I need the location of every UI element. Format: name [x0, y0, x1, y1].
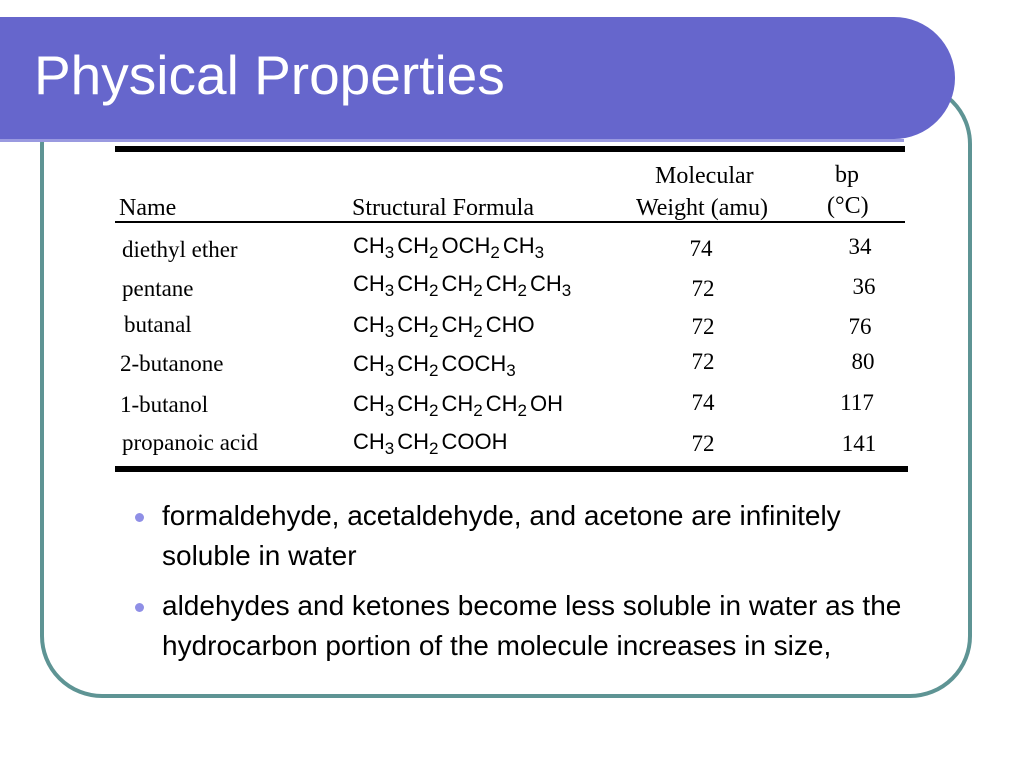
header-name: Name — [119, 195, 177, 221]
formula-group: CH — [397, 271, 430, 296]
formula-group: CH — [530, 271, 562, 296]
formula-subscript: 2 — [517, 401, 527, 420]
bullet-text: aldehydes and ketones become less soluble in water as the hydrocarbon portion of the molecule increases in size, — [162, 590, 902, 661]
row-formula — [353, 273, 574, 299]
formula-subscript: 2 — [490, 243, 500, 262]
formula-group: CH — [397, 429, 430, 454]
formula-subscript: 3 — [384, 281, 395, 300]
slide-title: Physical Properties — [34, 44, 505, 106]
formula-subscript: 2 — [473, 322, 483, 341]
formula-subscript: 3 — [506, 361, 516, 380]
bullet-dot-icon — [135, 513, 144, 522]
formula-group: COOH — [441, 429, 508, 454]
formula-subscript: 2 — [473, 281, 483, 300]
row-name: butanal — [124, 312, 192, 337]
row-molecular-weight: 74 — [689, 236, 713, 261]
formula-group: CH — [441, 312, 474, 337]
bullet-item — [135, 586, 925, 666]
header-formula: Structural Formula — [352, 195, 534, 221]
formula-subscript: 2 — [517, 281, 527, 300]
header-bp-line2: (°C) — [827, 193, 869, 219]
row-name: 1-butanol — [120, 392, 209, 417]
formula-group: CH — [397, 233, 430, 258]
row-molecular-weight: 72 — [691, 349, 715, 374]
formula-group: CH — [353, 233, 385, 258]
formula-subscript: 2 — [429, 243, 439, 262]
formula-subscript: 2 — [429, 361, 439, 380]
formula-group: CH — [353, 271, 385, 296]
formula-subscript: 3 — [384, 439, 395, 458]
row-name: diethyl ether — [122, 237, 238, 262]
formula-group: OH — [530, 391, 563, 416]
row-formula — [353, 353, 519, 379]
formula-group: CHO — [485, 312, 535, 337]
formula-subscript: 3 — [384, 243, 395, 262]
row-name: 2-butanone — [120, 351, 224, 376]
bullet-dot-icon — [135, 603, 144, 612]
formula-group: CH — [502, 233, 535, 258]
row-formula — [353, 431, 508, 457]
formula-group: CH — [397, 351, 430, 376]
formula-group: CH — [397, 312, 430, 337]
formula-subscript: 2 — [473, 401, 483, 420]
row-boiling-point: 141 — [841, 431, 877, 456]
row-name: propanoic acid — [122, 430, 259, 455]
bullet-text: formaldehyde, acetaldehyde, and acetone are infinitely soluble in water — [162, 500, 841, 571]
row-boiling-point: 76 — [848, 314, 872, 339]
formula-group: CH — [397, 391, 430, 416]
table-top-rule — [115, 146, 905, 152]
formula-subscript: 2 — [429, 401, 439, 420]
row-formula — [353, 235, 547, 261]
formula-subscript: 2 — [429, 322, 439, 341]
formula-group: OCH — [441, 233, 491, 258]
formula-subscript: 3 — [561, 281, 572, 300]
formula-group: CH — [441, 271, 474, 296]
row-boiling-point: 34 — [848, 234, 872, 259]
row-molecular-weight: 74 — [691, 390, 715, 415]
formula-group: CH — [485, 271, 518, 296]
formula-subscript: 3 — [384, 401, 395, 420]
formula-group: CH — [353, 429, 385, 454]
row-molecular-weight: 72 — [691, 276, 715, 301]
row-boiling-point: 36 — [852, 274, 876, 299]
row-molecular-weight: 72 — [691, 431, 715, 456]
row-boiling-point: 117 — [840, 390, 874, 415]
row-name: pentane — [122, 276, 194, 301]
formula-group: CH — [353, 312, 385, 337]
formula-group: CH — [353, 391, 385, 416]
formula-group: CH — [441, 391, 474, 416]
header-mw-line1: Molecular — [655, 163, 754, 189]
formula-group: CH — [353, 351, 385, 376]
formula-subscript: 3 — [384, 361, 395, 380]
table-header-rule — [115, 221, 905, 223]
row-molecular-weight: 72 — [691, 314, 715, 339]
header-mw-line2: Weight (amu) — [636, 195, 769, 221]
row-formula — [353, 393, 563, 419]
title-underline — [0, 139, 904, 142]
formula-group: COCH — [441, 351, 507, 376]
formula-subscript: 3 — [384, 322, 395, 341]
bullet-item — [135, 496, 925, 576]
bullet-list — [135, 496, 925, 676]
formula-subscript: 2 — [429, 281, 439, 300]
header-bp-line1: bp — [835, 162, 859, 188]
formula-subscript: 2 — [429, 439, 439, 458]
formula-group: CH — [485, 391, 518, 416]
formula-subscript: 3 — [534, 243, 545, 262]
row-formula — [353, 314, 535, 340]
row-boiling-point: 80 — [851, 349, 875, 374]
table-bottom-rule — [115, 466, 908, 472]
